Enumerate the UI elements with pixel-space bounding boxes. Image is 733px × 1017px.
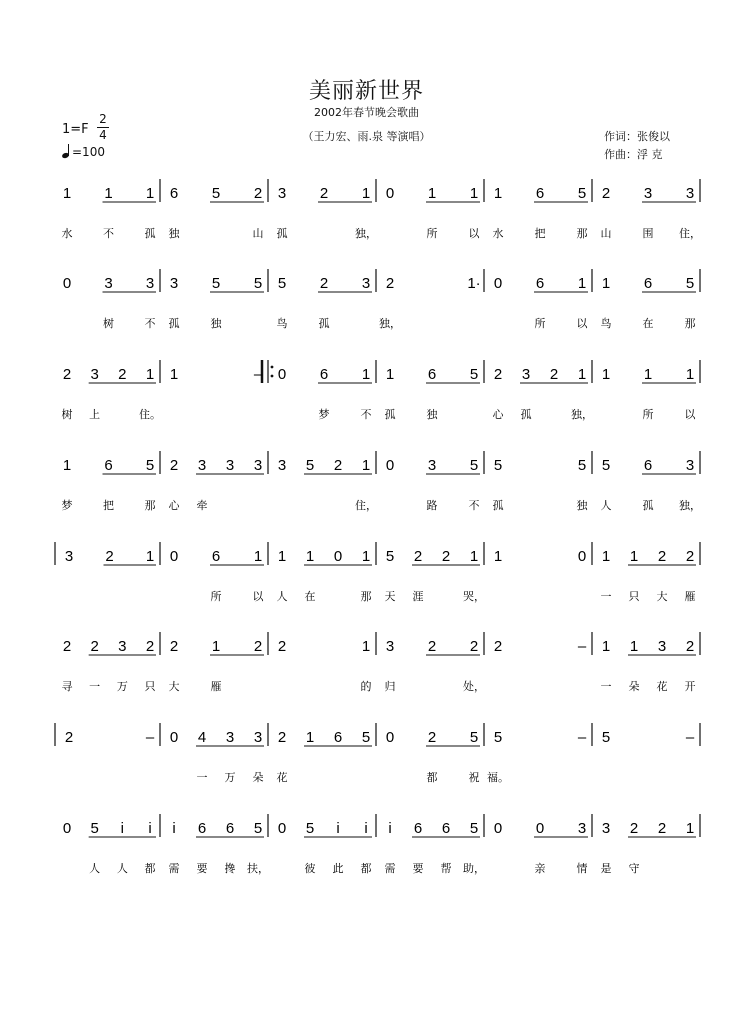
jianpu-note: 4: [197, 729, 207, 746]
jianpu-note: 1: [104, 185, 113, 202]
jianpu-note: 1: [601, 548, 611, 565]
jianpu-note: 1: [305, 729, 315, 746]
lyric-syllable: 扶，: [247, 862, 269, 875]
jianpu-note: 3: [643, 185, 653, 202]
jianpu-note: –: [145, 729, 155, 746]
lyric-syllable: 雁: [210, 680, 222, 693]
lyric-syllable: 只: [144, 680, 156, 693]
jianpu-note: –: [577, 638, 587, 655]
jianpu-note: 0: [535, 820, 545, 837]
jianpu-note: 6: [104, 457, 113, 474]
jianpu-note: 1: [493, 185, 503, 202]
jianpu-note: 5: [601, 457, 611, 474]
jianpu-note: 2: [549, 366, 559, 383]
jianpu-note: 0: [577, 548, 587, 565]
jianpu-note: 1: [601, 366, 611, 383]
jianpu-note: 2: [385, 275, 395, 292]
lyric-syllable: 水: [492, 227, 504, 240]
jianpu-note: 2: [333, 457, 343, 474]
jianpu-note: 3: [145, 275, 155, 292]
jianpu-note: 3: [601, 820, 611, 837]
jianpu-note: 3: [104, 275, 113, 292]
jianpu-note: 3: [225, 457, 235, 474]
jianpu-note: 1: [277, 548, 287, 565]
lyric-syllable: 福。: [487, 771, 509, 784]
lyric-syllable: 处，: [463, 680, 485, 693]
singers: （王力宏、雨.泉 等演唱）: [302, 130, 431, 143]
lyric-syllable: 雁: [684, 590, 696, 603]
jianpu-note: 6: [441, 820, 451, 837]
jianpu-note: 3: [521, 366, 531, 383]
lyric-syllable: 所: [210, 590, 222, 603]
lyric-syllable: 人: [116, 862, 128, 875]
jianpu-note: 3: [427, 457, 437, 474]
lyric-syllable: 只: [628, 590, 640, 603]
lyric-syllable: 独: [576, 499, 588, 512]
jianpu-note: 6: [319, 366, 329, 383]
jianpu-note: 2: [427, 638, 437, 655]
jianpu-note: 5: [493, 729, 503, 746]
jianpu-note: 3: [277, 185, 287, 202]
jianpu-note: 1: [385, 366, 395, 383]
lyric-syllable: 要: [196, 862, 208, 875]
lyric-syllable: 独，: [379, 317, 401, 330]
lyric-syllable: 需: [384, 862, 396, 875]
jianpu-note: 2: [90, 638, 99, 655]
jianpu-note: 1: [145, 548, 155, 565]
jianpu-note: 2: [657, 820, 667, 837]
jianpu-note: 1: [169, 366, 179, 383]
jianpu-note: 1: [629, 548, 639, 565]
jianpu-note: 3: [64, 548, 74, 565]
lyric-syllable: 大: [656, 590, 668, 603]
lyric-syllable: 树: [103, 317, 114, 330]
jianpu-note: 0: [169, 729, 179, 746]
lyric-syllable: 一: [600, 680, 612, 693]
jianpu-note: 2: [62, 638, 72, 655]
jianpu-note: i: [364, 820, 368, 837]
jianpu-note: 5: [361, 729, 371, 746]
jianpu-note: 1: [361, 185, 371, 202]
time-signature-numerator: 2: [97, 112, 109, 128]
jianpu-note: 5: [469, 366, 479, 383]
jianpu-note: 1: [361, 457, 371, 474]
jianpu-note: 2: [427, 729, 437, 746]
lyric-syllable: 人: [276, 590, 288, 603]
tempo-value: =100: [72, 145, 105, 159]
composer-credit: 作曲：浮 克: [604, 148, 663, 161]
jianpu-note: 0: [169, 548, 179, 565]
jianpu-note: 0: [62, 820, 72, 837]
jianpu-note: 1: [601, 275, 611, 292]
jianpu-note: i: [148, 820, 152, 837]
lyric-syllable: 独，: [571, 408, 593, 421]
lyric-syllable: 把: [534, 227, 546, 240]
lyric-syllable: 孤: [520, 408, 532, 421]
jianpu-note: 1: [577, 366, 587, 383]
lyric-syllable: 寻: [61, 680, 73, 693]
jianpu-note: 3: [657, 638, 667, 655]
lyric-syllable: 一: [600, 590, 612, 603]
jianpu-note: –: [685, 729, 695, 746]
jianpu-note: –: [577, 729, 587, 746]
lyric-syllable: 不: [144, 317, 156, 330]
jianpu-note: 5: [577, 457, 587, 474]
jianpu-note: 1: [145, 366, 155, 383]
lyric-syllable: 大: [168, 680, 180, 693]
lyric-syllable: 涯: [412, 590, 424, 603]
lyric-syllable: 情: [576, 862, 588, 875]
jianpu-note: 6: [413, 820, 423, 837]
lyric-syllable: 花: [656, 680, 668, 693]
lyricist-credit: 作词：张俊以: [604, 130, 670, 143]
jianpu-note: 3: [225, 729, 235, 746]
jianpu-note: i: [120, 820, 125, 837]
lyric-syllable: 树: [61, 408, 73, 421]
jianpu-note: 1: [361, 638, 371, 655]
lyric-syllable: 牵: [196, 499, 208, 512]
lyric-syllable: 独，: [355, 227, 377, 240]
jianpu-note: 5: [385, 548, 395, 565]
jianpu-note: 6: [169, 185, 179, 202]
jianpu-note: 2: [319, 275, 329, 292]
lyric-syllable: 人: [89, 862, 101, 875]
jianpu-note: 2: [62, 366, 72, 383]
lyric-syllable: 所: [534, 317, 546, 330]
lyric-syllable: 在: [642, 317, 654, 330]
lyric-syllable: 万: [116, 680, 128, 693]
lyric-syllable: 那: [144, 499, 156, 512]
jianpu-note: 0: [62, 275, 72, 292]
lyric-syllable: 孤: [492, 499, 504, 512]
jianpu-note: 2: [601, 185, 611, 202]
jianpu-note: i: [172, 820, 176, 837]
lyric-syllable: 孤: [168, 317, 180, 330]
lyric-syllable: 不: [360, 408, 372, 421]
lyric-syllable: 住，: [355, 499, 377, 512]
jianpu-note: 0: [385, 185, 395, 202]
jianpu-note: 3: [253, 729, 263, 746]
lyric-syllable: 以: [576, 317, 588, 330]
jianpu-note: 5: [305, 820, 315, 837]
jianpu-note: i: [388, 820, 392, 837]
lyric-syllable: 孤: [318, 317, 330, 330]
jianpu-note: 0: [385, 457, 395, 474]
lyric-syllable: 朵: [252, 771, 264, 784]
lyric-syllable: 一: [89, 680, 101, 693]
jianpu-note: 1: [62, 457, 72, 474]
lyric-syllable: 此: [332, 862, 344, 875]
jianpu-note: 2: [169, 457, 179, 474]
jianpu-note: 5: [685, 275, 695, 292]
lyric-syllable: 以: [684, 408, 696, 421]
lyric-syllable: 天: [384, 590, 396, 603]
jianpu-note: 5: [211, 185, 221, 202]
jianpu-note: 1: [145, 185, 155, 202]
jianpu-note: 5: [469, 729, 479, 746]
jianpu-note: 1: [643, 366, 653, 383]
jianpu-note: 0: [493, 275, 503, 292]
time-signature-denominator: 4: [99, 128, 107, 142]
jianpu-note: 2: [629, 820, 639, 837]
lyric-syllable: 那: [360, 590, 372, 603]
jianpu-note: 6: [197, 820, 207, 837]
jianpu-note: 3: [90, 366, 99, 383]
lyric-syllable: 守: [628, 862, 640, 875]
jianpu-note: 2: [277, 729, 287, 746]
lyric-syllable: 上: [89, 408, 101, 421]
lyric-syllable: 梦: [61, 499, 73, 512]
lyric-syllable: 朵: [628, 680, 640, 693]
lyric-syllable: 住，: [679, 227, 701, 240]
lyric-syllable: 人: [600, 499, 612, 512]
jianpu-note: 5: [145, 457, 155, 474]
jianpu-note: 3: [685, 457, 695, 474]
jianpu-note: 6: [535, 275, 545, 292]
lyric-syllable: 孤: [276, 227, 288, 240]
lyric-syllable: 万: [224, 771, 236, 784]
lyric-syllable: 需: [168, 862, 180, 875]
lyric-syllable: 花: [276, 771, 288, 784]
lyric-syllable: 孤: [642, 499, 654, 512]
lyric-syllable: 归: [384, 680, 396, 693]
jianpu-note: 2: [685, 548, 695, 565]
jianpu-note: 2: [105, 548, 114, 565]
lyric-syllable: 心: [492, 408, 504, 421]
lyric-syllable: 都: [144, 862, 156, 875]
jianpu-note: 2: [657, 548, 667, 565]
jianpu-note: 5: [601, 729, 611, 746]
lyric-syllable: 路: [426, 499, 438, 512]
lyric-syllable: 把: [103, 499, 114, 512]
jianpu-note: 1: [493, 548, 503, 565]
jianpu-note: 6: [427, 366, 437, 383]
lyric-syllable: 水: [61, 227, 73, 240]
lyric-syllable: 所: [426, 227, 438, 240]
jianpu-note: 5: [253, 820, 263, 837]
jianpu-note: 6: [211, 548, 221, 565]
lyric-syllable: 哭，: [463, 590, 485, 603]
jianpu-note: 2: [169, 638, 179, 655]
lyric-syllable: 亲: [534, 862, 546, 875]
jianpu-note: 2: [118, 366, 127, 383]
jianpu-note: 3: [197, 457, 207, 474]
jianpu-note: 2: [685, 638, 695, 655]
jianpu-note: 5: [469, 457, 479, 474]
lyric-syllable: 山: [252, 227, 264, 240]
lyric-syllable: 的: [360, 680, 372, 693]
lyric-syllable: 都: [360, 862, 372, 875]
jianpu-note: 0: [493, 820, 503, 837]
jianpu-note: 1: [427, 185, 437, 202]
lyric-syllable: 祝: [468, 771, 480, 784]
jianpu-note: 2: [64, 729, 74, 746]
jianpu-note: 2: [277, 638, 287, 655]
jianpu-note: 1: [305, 548, 315, 565]
lyric-syllable: 彼: [304, 862, 316, 875]
lyric-syllable: 孤: [384, 408, 396, 421]
lyric-syllable: 山: [600, 227, 612, 240]
jianpu-note: 5: [253, 275, 263, 292]
lyric-syllable: 鸟: [276, 317, 288, 330]
jianpu-note: i: [336, 820, 340, 837]
key-signature: 1=F: [62, 122, 89, 137]
jianpu-note: –: [253, 366, 263, 383]
lyric-syllable: 都: [426, 771, 438, 784]
jianpu-note: 1: [211, 638, 221, 655]
jianpu-note: 0: [333, 548, 343, 565]
jianpu-note: 2: [319, 185, 329, 202]
lyric-syllable: 围: [642, 227, 654, 240]
jianpu-note: 1: [469, 548, 479, 565]
jianpu-note: 1: [253, 548, 263, 565]
lyric-syllable: 帮: [440, 862, 452, 875]
jianpu-note: 1: [601, 638, 611, 655]
lyric-syllable: 以: [468, 227, 480, 240]
jianpu-note: 2: [441, 548, 451, 565]
jianpu-note: 6: [535, 185, 545, 202]
jianpu-note: 3: [118, 638, 127, 655]
jianpu-note: 5: [277, 275, 287, 292]
lyric-syllable: 独: [168, 227, 180, 240]
jianpu-note: 1: [577, 275, 587, 292]
jianpu-note: 1: [629, 638, 639, 655]
lyric-syllable: 不: [468, 499, 480, 512]
jianpu-note: 5: [577, 185, 587, 202]
jianpu-note: 3: [385, 638, 395, 655]
jianpu-note: 5: [305, 457, 315, 474]
jianpu-note: 5: [211, 275, 221, 292]
jianpu-note: 3: [169, 275, 179, 292]
lyric-syllable: 孤: [144, 227, 156, 240]
lyric-syllable: 搀: [224, 862, 236, 875]
lyric-syllable: 那: [684, 317, 696, 330]
jianpu-note: 1: [685, 366, 695, 383]
jianpu-note: 1·: [467, 275, 481, 292]
jianpu-note: 2: [413, 548, 423, 565]
lyric-syllable: 一: [196, 771, 208, 784]
lyric-syllable: 助，: [463, 862, 485, 875]
lyric-syllable: 要: [412, 862, 424, 875]
repeat-dot: [271, 366, 274, 369]
lyric-syllable: 独: [426, 408, 438, 421]
lyric-syllable: 在: [304, 590, 316, 603]
jianpu-note: 1: [361, 366, 371, 383]
jianpu-note: 2: [253, 185, 263, 202]
jianpu-note: 6: [225, 820, 235, 837]
lyric-syllable: 那: [576, 227, 588, 240]
lyric-syllable: 独，: [679, 499, 701, 512]
jianpu-note: 3: [253, 457, 263, 474]
jianpu-note: 3: [577, 820, 587, 837]
jianpu-note: 0: [385, 729, 395, 746]
jianpu-note: 6: [643, 275, 653, 292]
lyric-syllable: 以: [252, 590, 264, 603]
jianpu-note: 2: [493, 366, 503, 383]
song-title: 美丽新世界: [308, 79, 424, 104]
lyric-syllable: 是: [600, 862, 612, 875]
jianpu-note: 3: [685, 185, 695, 202]
jianpu-note: 2: [145, 638, 155, 655]
lyric-syllable: 住。: [139, 408, 161, 421]
jianpu-note: 1: [469, 185, 479, 202]
jianpu-note: 6: [643, 457, 653, 474]
song-subtitle: 2002年春节晚会歌曲: [314, 106, 419, 119]
jianpu-note: 1: [62, 185, 72, 202]
jianpu-note: 1: [361, 548, 371, 565]
lyric-syllable: 独: [210, 317, 222, 330]
lyric-syllable: 不: [103, 227, 114, 240]
lyric-syllable: 所: [642, 408, 654, 421]
jianpu-note: 1: [685, 820, 695, 837]
jianpu-note: 2: [469, 638, 479, 655]
lyric-syllable: 鸟: [600, 317, 612, 330]
jianpu-note: 6: [333, 729, 343, 746]
jianpu-note: 5: [90, 820, 99, 837]
lyric-syllable: 梦: [318, 408, 330, 421]
jianpu-note: 5: [469, 820, 479, 837]
jianpu-note: 5: [493, 457, 503, 474]
repeat-dot: [271, 375, 274, 378]
jianpu-note: 2: [493, 638, 503, 655]
jianpu-note: 0: [277, 820, 287, 837]
jianpu-note: 2: [253, 638, 263, 655]
lyric-syllable: 心: [168, 499, 180, 512]
lyric-syllable: 开: [684, 680, 696, 693]
jianpu-note: 3: [361, 275, 371, 292]
jianpu-note: 0: [277, 366, 287, 383]
jianpu-note: 3: [277, 457, 287, 474]
